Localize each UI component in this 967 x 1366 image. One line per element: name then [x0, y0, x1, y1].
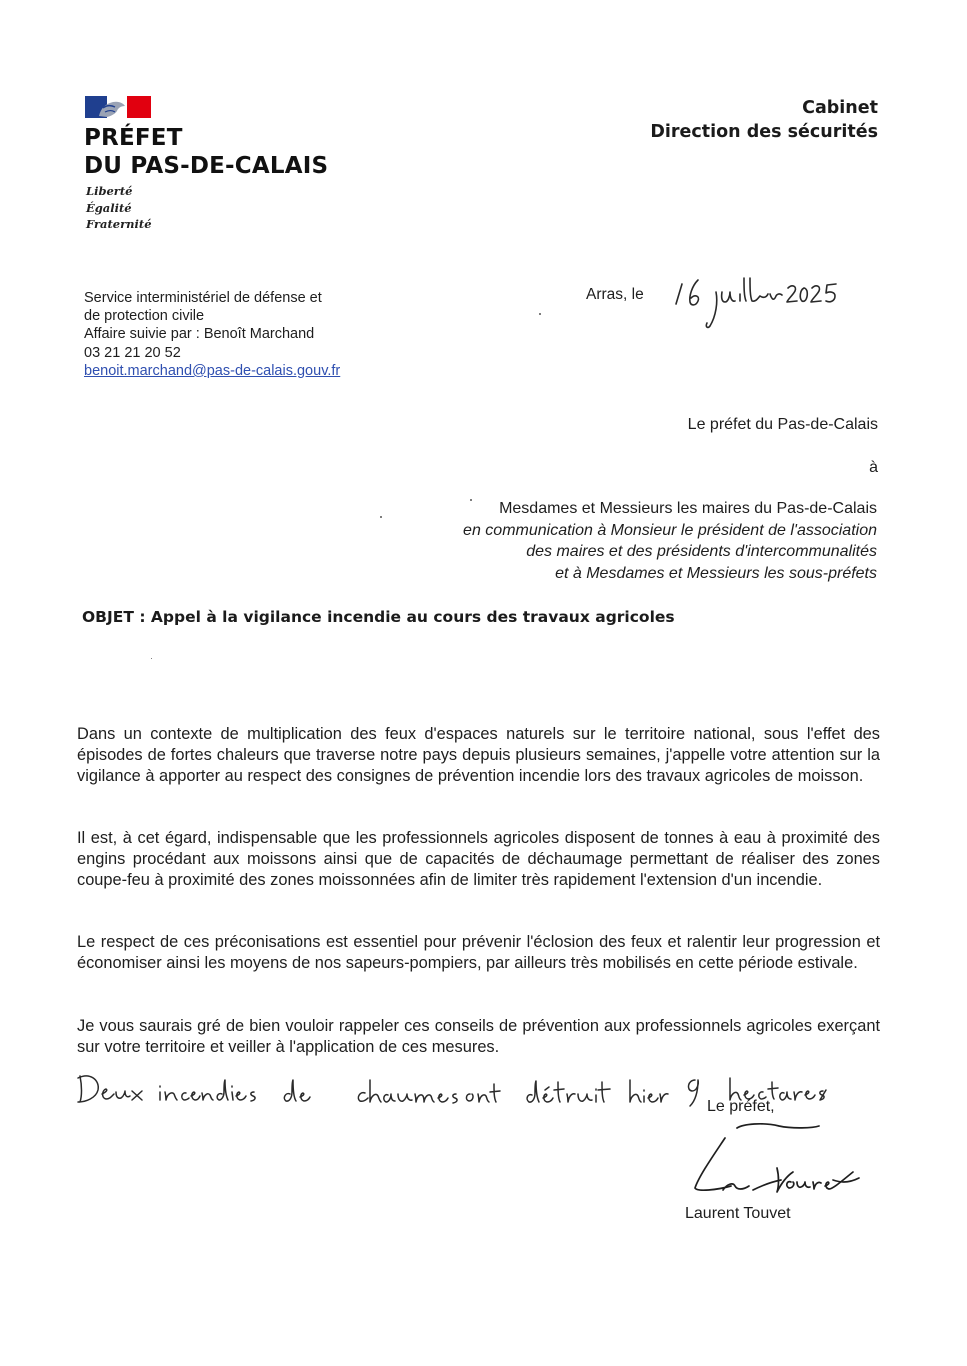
body-paragraph-2: Il est, à cet égard, indispensable que les professionnels agricoles disposent de tonnes à eau à proximité des engins procédant aux moissons ainsi que de capacités de déchaumage permettant de réaliser des zones coupe-feu à proximité des zones moissonnées afin de limiter très rapidement l'extension d'un incendie. [77, 829, 880, 889]
motto-egalite: Égalité [86, 200, 132, 215]
department-header [650, 96, 878, 144]
marianne-flag-logo [85, 94, 151, 120]
recipients-line3: des maires et des présidents d'intercommunalités [526, 543, 877, 560]
body-paragraph-1: Dans un contexte de multiplication des feux d'espaces naturels sur le territoire national, sous l'effet des épisodes de fortes chaleurs que traverse notre pays depuis plusieurs semaines, j'appelle votre attention sur la vigilance à apporter au respect des consignes de prévention incendie lors des travaux agricoles de moisson. [77, 725, 880, 785]
scan-speck [151, 658, 152, 659]
republic-motto [86, 183, 152, 233]
to-word: à [869, 459, 878, 476]
sender-line: Le préfet du Pas-de-Calais [687, 416, 878, 433]
scan-speck [380, 516, 382, 518]
recipients-line1: Mesdames et Messieurs les maires du Pas-de-Calais [499, 500, 877, 517]
signature [683, 1116, 883, 1206]
service-contact: Affaire suivie par : Benoît Marchand [84, 326, 315, 343]
motto-fraternite: Fraternité [86, 217, 152, 231]
recipients-block [463, 498, 877, 584]
service-email-link[interactable]: benoit.marchand@pas-de-calais.gouv.fr [84, 362, 341, 379]
prefecture-title-line1: PRÉFET [84, 125, 183, 151]
signatory-name: Laurent Touvet [685, 1205, 791, 1222]
letter-subject: OBJET : Appel à la vigilance incendie au cours des travaux agricoles [82, 608, 675, 626]
prefecture-title-line2: DU PAS-DE-CALAIS [84, 153, 329, 179]
closing-title: Le préfet, [707, 1098, 775, 1115]
scan-speck [539, 313, 541, 315]
service-block [84, 289, 340, 380]
place-date-prefix: Arras, le [586, 286, 644, 303]
service-phone: 03 21 21 20 52 [84, 344, 181, 361]
motto-liberte: Liberté [86, 184, 133, 198]
recipients-line2: en communication à Monsieur le président de l'association [463, 521, 877, 539]
department-cabinet: Cabinet [802, 98, 878, 118]
service-line1: Service interministériel de défense et [84, 290, 322, 306]
scan-speck [470, 499, 472, 501]
recipients-line4: et à Mesdames et Messieurs les sous-préfets [555, 564, 877, 582]
handwritten-date [670, 266, 850, 336]
prefecture-title [84, 124, 328, 180]
department-direction: Direction des sécurités [650, 122, 878, 142]
service-line2: de protection civile [84, 308, 205, 325]
body-paragraph-3: Le respect de ces préconisations est essentiel pour prévenir l'éclosion des feux et ralentir leur progression et économiser ainsi les moyens de nos sapeurs-pompiers, par ailleurs très mobilisés en cette période estivale. [77, 933, 880, 972]
body-paragraph-4: Je vous saurais gré de bien vouloir rappeler ces conseils de prévention aux professionnels agricoles exerçant sur votre territoire et veiller à l'application de ces mesures. [77, 1017, 880, 1056]
